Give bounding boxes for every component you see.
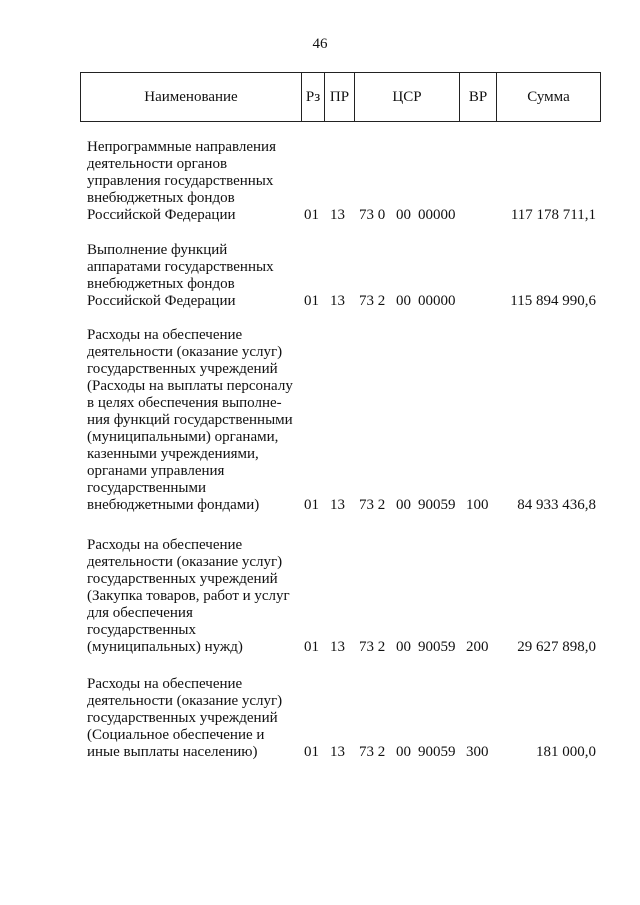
row-name-line: в целях обеспечения выполне- bbox=[87, 395, 282, 411]
row-csr-part2: 00 bbox=[396, 207, 411, 223]
row-name-line: (Закупка товаров, работ и услуг bbox=[87, 588, 290, 604]
row-name bbox=[87, 537, 302, 656]
row-vr: 100 bbox=[466, 497, 489, 513]
row-name-line: государственных bbox=[87, 622, 196, 638]
row-csr-part1: 73 2 bbox=[359, 497, 386, 513]
row-name-line: деятельности (оказание услуг) bbox=[87, 554, 283, 570]
row-rz: 01 bbox=[304, 497, 319, 513]
row-name bbox=[87, 676, 302, 761]
row-csr-part2: 00 bbox=[396, 744, 411, 760]
row-name-line: Непрограммные направления bbox=[87, 139, 276, 155]
row-name-line: органами управления bbox=[87, 463, 225, 479]
row-name-line: внебюджетных фондов bbox=[87, 276, 235, 292]
header-name: Наименование bbox=[81, 73, 302, 121]
row-rz: 01 bbox=[304, 207, 319, 223]
row-csr-part1: 73 2 bbox=[359, 744, 386, 760]
row-name bbox=[87, 242, 302, 310]
row-name-line: (муниципальными) органами, bbox=[87, 429, 279, 445]
row-sum: 181 000,0 bbox=[536, 744, 596, 760]
row-pr: 13 bbox=[330, 293, 345, 309]
row-csr-part2: 00 bbox=[396, 497, 411, 513]
row-name-line: деятельности органов bbox=[87, 156, 228, 172]
row-name-line: Российской Федерации bbox=[87, 293, 236, 309]
header-pr: ПР bbox=[325, 73, 355, 121]
row-csr-part3: 90059 bbox=[418, 639, 456, 655]
row-name-line: Расходы на обеспечение bbox=[87, 537, 243, 553]
row-csr-part3: 00000 bbox=[418, 207, 456, 223]
row-name-line: (Расходы на выплаты персоналу bbox=[87, 378, 293, 394]
row-name-line: для обеспечения bbox=[87, 605, 193, 621]
row-name-line: внебюджетных фондов bbox=[87, 190, 235, 206]
page-number: 46 bbox=[312, 36, 328, 52]
row-pr: 13 bbox=[330, 497, 345, 513]
row-pr: 13 bbox=[330, 639, 345, 655]
row-name-line: внебюджетными фондами) bbox=[87, 497, 260, 513]
row-name-line: государственными bbox=[87, 480, 206, 496]
row-csr-part1: 73 2 bbox=[359, 293, 386, 309]
row-name-line: Выполнение функций bbox=[87, 242, 228, 258]
row-sum: 29 627 898,0 bbox=[517, 639, 596, 655]
row-name-line: аппаратами государственных bbox=[87, 259, 274, 275]
row-csr-part2: 00 bbox=[396, 639, 411, 655]
row-sum: 115 894 990,6 bbox=[510, 293, 596, 309]
row-sum: 117 178 711,1 bbox=[510, 207, 596, 223]
header-rz: Рз bbox=[302, 73, 325, 121]
table-header bbox=[80, 72, 601, 122]
row-name-line: иные выплаты населению) bbox=[87, 744, 258, 760]
row-rz: 01 bbox=[304, 293, 319, 309]
row-rz: 01 bbox=[304, 639, 319, 655]
row-csr-part3: 90059 bbox=[418, 497, 456, 513]
row-pr: 13 bbox=[330, 744, 345, 760]
row-name-line: деятельности (оказание услуг) bbox=[87, 693, 283, 709]
row-name-line: Расходы на обеспечение bbox=[87, 676, 243, 692]
row-csr-part3: 90059 bbox=[418, 744, 456, 760]
row-rz: 01 bbox=[304, 744, 319, 760]
row-name-line: управления государственных bbox=[87, 173, 274, 189]
row-csr-part1: 73 0 bbox=[359, 207, 386, 223]
row-csr-part1: 73 2 bbox=[359, 639, 386, 655]
row-name bbox=[87, 327, 302, 514]
row-name-line: (муниципальных) нужд) bbox=[87, 639, 243, 655]
row-pr: 13 bbox=[330, 207, 345, 223]
row-name-line: государственных учреждений bbox=[87, 571, 278, 587]
header-vr: ВР bbox=[460, 73, 497, 121]
header-csr: ЦСР bbox=[355, 73, 460, 121]
row-csr-part2: 00 bbox=[396, 293, 411, 309]
row-name-line: Расходы на обеспечение bbox=[87, 327, 243, 343]
row-vr: 200 bbox=[466, 639, 489, 655]
row-sum: 84 933 436,8 bbox=[517, 497, 596, 513]
header-sum: Сумма bbox=[527, 88, 570, 105]
row-name-line: казенными учреждениями, bbox=[87, 446, 259, 462]
row-name-line: деятельности (оказание услуг) bbox=[87, 344, 283, 360]
row-csr-part3: 00000 bbox=[418, 293, 456, 309]
row-name-line: (Социальное обеспечение и bbox=[87, 727, 265, 743]
row-vr: 300 bbox=[466, 744, 489, 760]
row-name-line: государственных учреждений bbox=[87, 361, 278, 377]
row-name-line: Российской Федерации bbox=[87, 207, 236, 223]
row-name-line: ния функций государственными bbox=[87, 412, 293, 428]
row-name-line: государственных учреждений bbox=[87, 710, 278, 726]
row-name bbox=[87, 139, 302, 224]
